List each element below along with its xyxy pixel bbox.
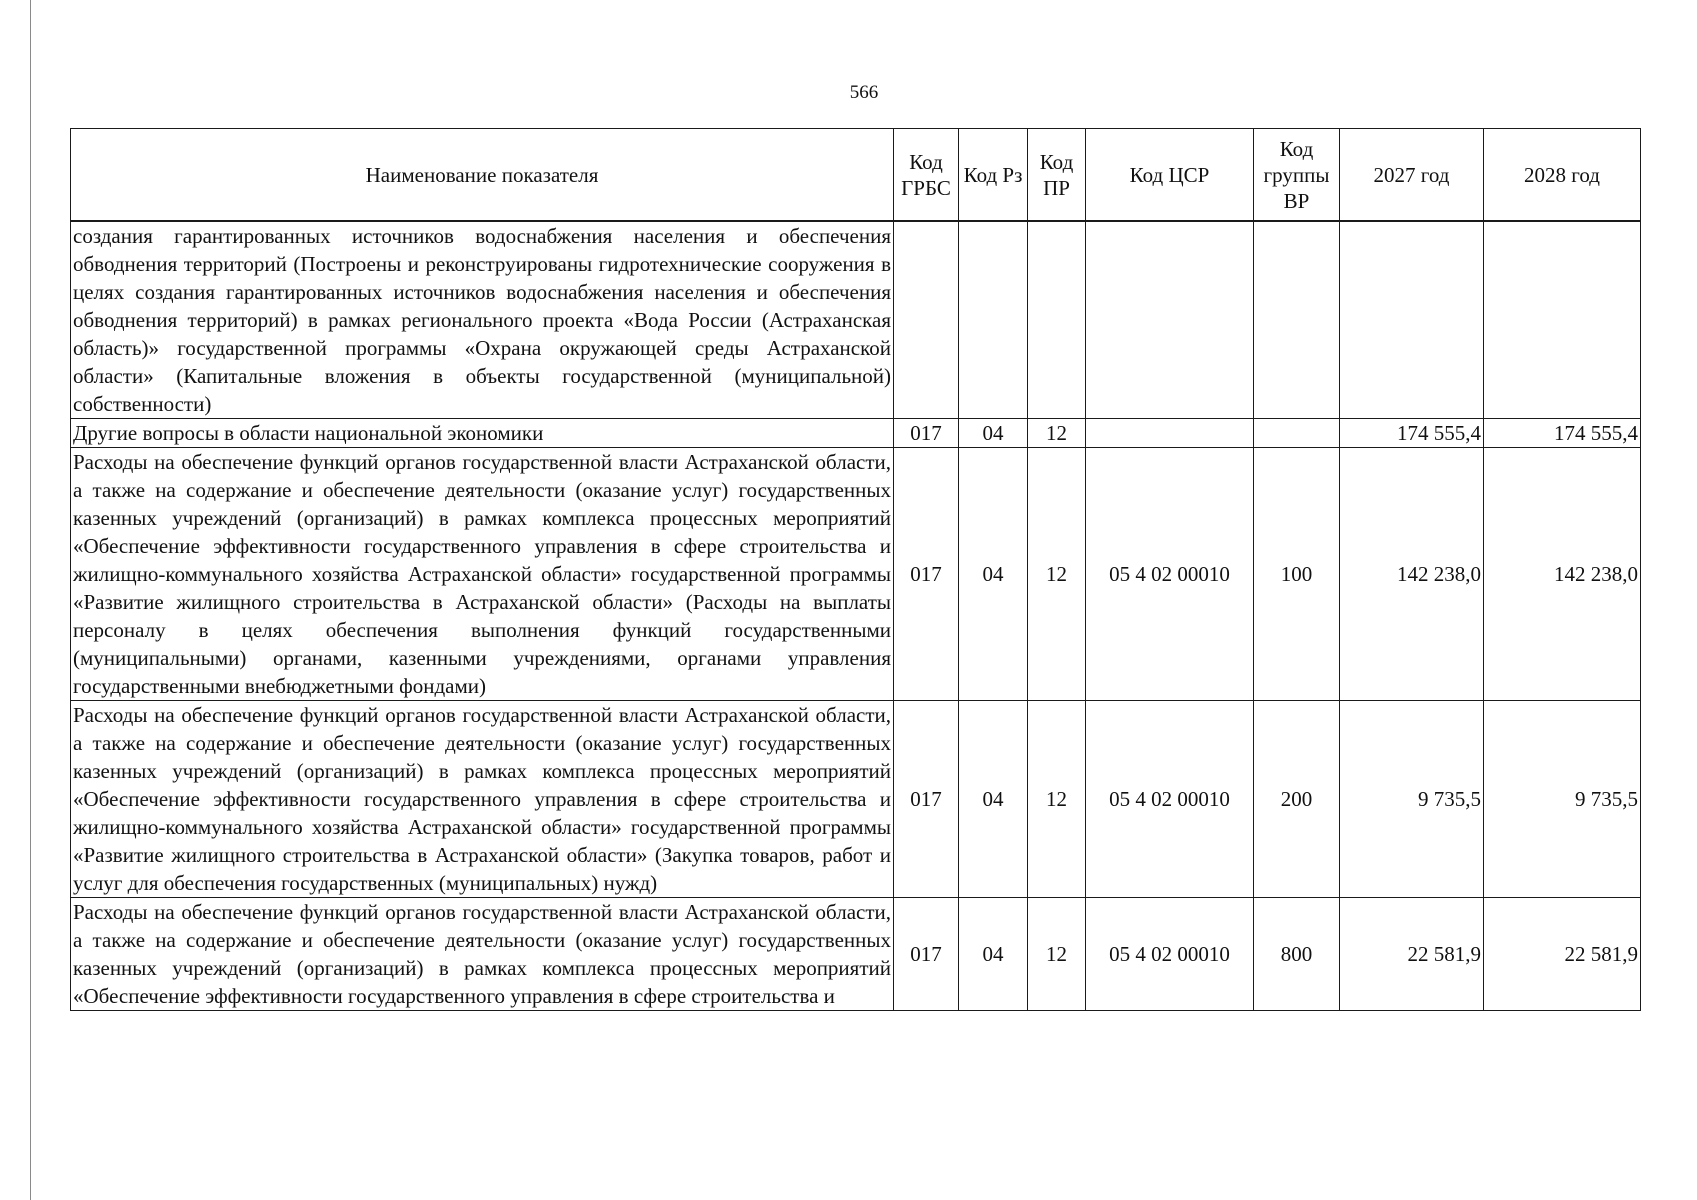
col-header-grbs: Код ГРБС (894, 129, 959, 222)
col-header-name: Наименование показателя (71, 129, 894, 222)
row-amount-2027: 174 555,4 (1340, 419, 1484, 448)
row-grbs: 017 (894, 448, 959, 701)
row-pr: 12 (1028, 448, 1086, 701)
row-name: Другие вопросы в области национальной экономики (71, 419, 894, 448)
page-margin-line (30, 0, 31, 1200)
row-vr (1254, 221, 1340, 419)
row-amount-2027: 22 581,9 (1340, 898, 1484, 1011)
row-amount-2028: 9 735,5 (1484, 701, 1641, 898)
col-header-pr: Код ПР (1028, 129, 1086, 222)
row-vr: 100 (1254, 448, 1340, 701)
table-row (71, 419, 1641, 448)
col-header-vr: Код группы ВР (1254, 129, 1340, 222)
row-csr (1086, 419, 1254, 448)
row-amount-2028: 174 555,4 (1484, 419, 1641, 448)
row-amount-2027 (1340, 221, 1484, 419)
row-csr: 05 4 02 00010 (1086, 701, 1254, 898)
table-row (71, 448, 1641, 701)
row-vr: 800 (1254, 898, 1340, 1011)
budget-table (70, 128, 1641, 1011)
header-row (71, 129, 1641, 222)
table-row (71, 898, 1641, 1011)
row-name: Расходы на обеспечение функций органов государственной власти Астраханской области, а также на содержание и обеспечение деятельности (оказание услуг) государственных казенных учреждений (организаций) в рамках комплекса процессных мероприятий «Обеспечение эффективности государственного управления в сфере строительства и жилищно-коммунального хозяйства Астраханской области» государственной программы «Развитие жилищного строительства в Астраханской области» (Закупка товаров, работ и услуг для обеспечения государственных (муниципальных) нужд) (71, 701, 894, 898)
row-amount-2028 (1484, 221, 1641, 419)
col-header-2027: 2027 год (1340, 129, 1484, 222)
table-row (71, 221, 1641, 419)
row-amount-2028: 142 238,0 (1484, 448, 1641, 701)
row-rz: 04 (959, 419, 1028, 448)
row-vr: 200 (1254, 701, 1340, 898)
table-row (71, 701, 1641, 898)
row-pr: 12 (1028, 898, 1086, 1011)
row-name: Расходы на обеспечение функций органов государственной власти Астраханской области, а также на содержание и обеспечение деятельности (оказание услуг) государственных казенных учреждений (организаций) в рамках комплекса процессных мероприятий «Обеспечение эффективности государственного управления в сфере строительства и (71, 898, 894, 1011)
row-rz: 04 (959, 701, 1028, 898)
row-amount-2027: 9 735,5 (1340, 701, 1484, 898)
table-header (71, 129, 1641, 222)
row-amount-2028: 22 581,9 (1484, 898, 1641, 1011)
row-rz: 04 (959, 448, 1028, 701)
row-grbs (894, 221, 959, 419)
row-csr: 05 4 02 00010 (1086, 448, 1254, 701)
col-header-rz: Код Рз (959, 129, 1028, 222)
row-name: создания гарантированных источников водоснабжения населения и обеспечения обводнения территорий (Построены и реконструированы гидротехнические сооружения в целях создания гарантированных источников водоснабжения населения и обеспечения обводнения территорий) в рамках регионального проекта «Вода России (Астраханская область)» государственной программы «Охрана окружающей среды Астраханской области» (Капитальные вложения в объекты государственной (муниципальной) собственности) (71, 221, 894, 419)
row-pr: 12 (1028, 419, 1086, 448)
row-amount-2027: 142 238,0 (1340, 448, 1484, 701)
row-csr: 05 4 02 00010 (1086, 898, 1254, 1011)
col-header-csr: Код ЦСР (1086, 129, 1254, 222)
row-grbs: 017 (894, 419, 959, 448)
row-name: Расходы на обеспечение функций органов государственной власти Астраханской области, а также на содержание и обеспечение деятельности (оказание услуг) государственных казенных учреждений (организаций) в рамках комплекса процессных мероприятий «Обеспечение эффективности государственного управления в сфере строительства и жилищно-коммунального хозяйства Астраханской области» государственной программы «Развитие жилищного строительства в Астраханской области» (Расходы на выплаты персоналу в целях обеспечения выполнения функций государственными (муниципальными) органами, казенными учреждениями, органами управления государственными внебюджетными фондами) (71, 448, 894, 701)
row-grbs: 017 (894, 898, 959, 1011)
row-pr (1028, 221, 1086, 419)
table-body (71, 221, 1641, 1011)
row-vr (1254, 419, 1340, 448)
row-rz: 04 (959, 898, 1028, 1011)
row-csr (1086, 221, 1254, 419)
row-grbs: 017 (894, 701, 959, 898)
row-pr: 12 (1028, 701, 1086, 898)
page-number: 566 (849, 82, 879, 103)
row-rz (959, 221, 1028, 419)
col-header-2028: 2028 год (1484, 129, 1641, 222)
